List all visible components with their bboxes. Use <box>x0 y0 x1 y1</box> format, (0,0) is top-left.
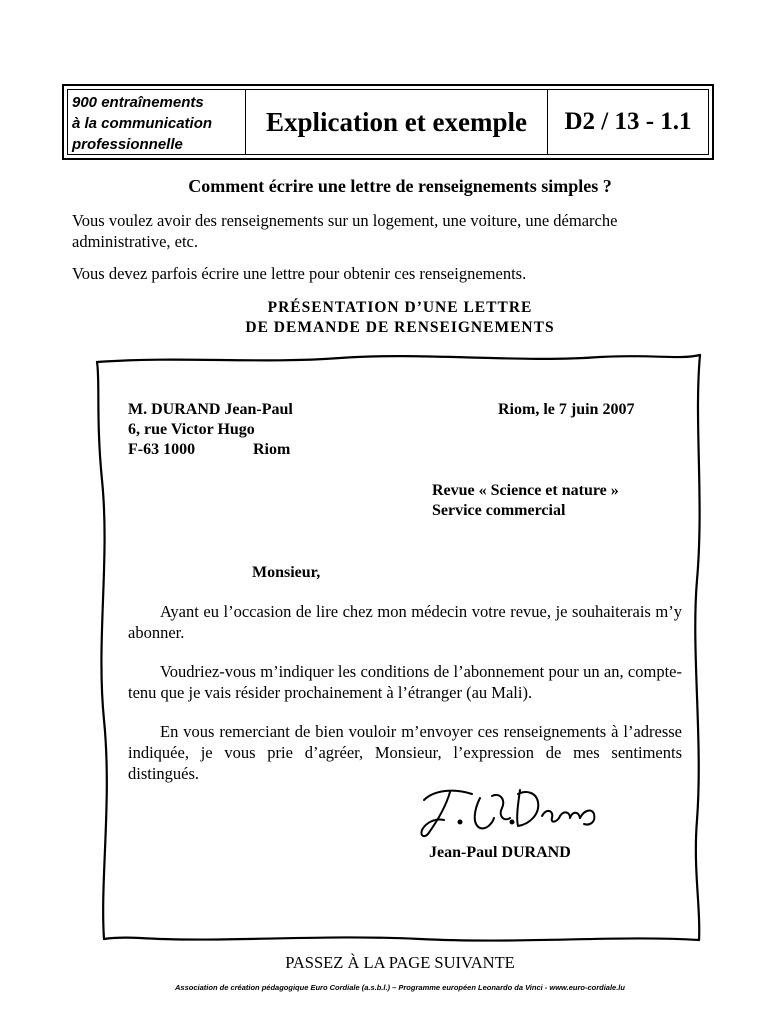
intro-paragraph-2: Vous devez parfois écrire une lettre pour obtenir ces renseignements. <box>72 264 527 283</box>
presentation-heading-line-2: DE DEMANDE DE RENSEIGNEMENTS <box>245 319 555 336</box>
header-reference-code: D2 / 13 - 1.1 <box>564 108 692 135</box>
next-page-notice: PASSEZ À LA PAGE SUIVANTE <box>285 953 515 972</box>
header-line-3: professionnelle <box>72 136 183 153</box>
sender-city: Riom <box>253 441 291 458</box>
presentation-heading-line-1: PRÉSENTATION D’UNE LETTRE <box>267 299 533 316</box>
recipient-department: Service commercial <box>432 502 566 519</box>
header-line-1: 900 entraînements <box>72 94 204 111</box>
footer-credits: Association de création pédagogique Euro Cordiale (a.s.b.l.) – Programme européen Leonardo da Vinci - www.euro-cordiale.lu <box>175 983 625 992</box>
letter-body-paragraph-1: Ayant eu l’occasion de lire chez mon médecin votre revue, je souhaiterais m’y abonner. <box>128 602 682 642</box>
header-section-title: Explication et exemple <box>246 90 548 154</box>
recipient-name: Revue « Science et nature » <box>432 482 619 499</box>
sender-street: 6, rue Victor Hugo <box>128 421 255 438</box>
page-title: Comment écrire une lettre de renseignements simples ? <box>188 176 612 196</box>
header-line-2: à la communication <box>72 115 213 132</box>
letter-body-paragraph-3: En vous remerciant de bien vouloir m’envoyer ces renseignements à l’adresse indiquée, je vous prie d’agréer, Monsieur, l’expression de mes sentiments distingués. <box>128 722 682 783</box>
handwritten-signature <box>414 778 604 840</box>
signature-name: Jean-Paul DURAND <box>429 844 571 861</box>
letter-body-paragraph-2: Voudriez-vous m’indiquer les conditions de l’abonnement pour un an, compte- tenu que je vais résider prochainement à l’étranger (au Mali). <box>128 662 682 702</box>
letter-date: Riom, le 7 juin 2007 <box>498 401 635 418</box>
intro-paragraph-1: Vous voulez avoir des renseignements sur un logement, une voiture, une démarche administrative, etc. <box>72 211 618 251</box>
sender-name: M. DURAND Jean-Paul <box>128 401 293 418</box>
sender-postcode: F-63 1000 <box>128 441 196 458</box>
salutation: Monsieur, <box>252 564 321 581</box>
